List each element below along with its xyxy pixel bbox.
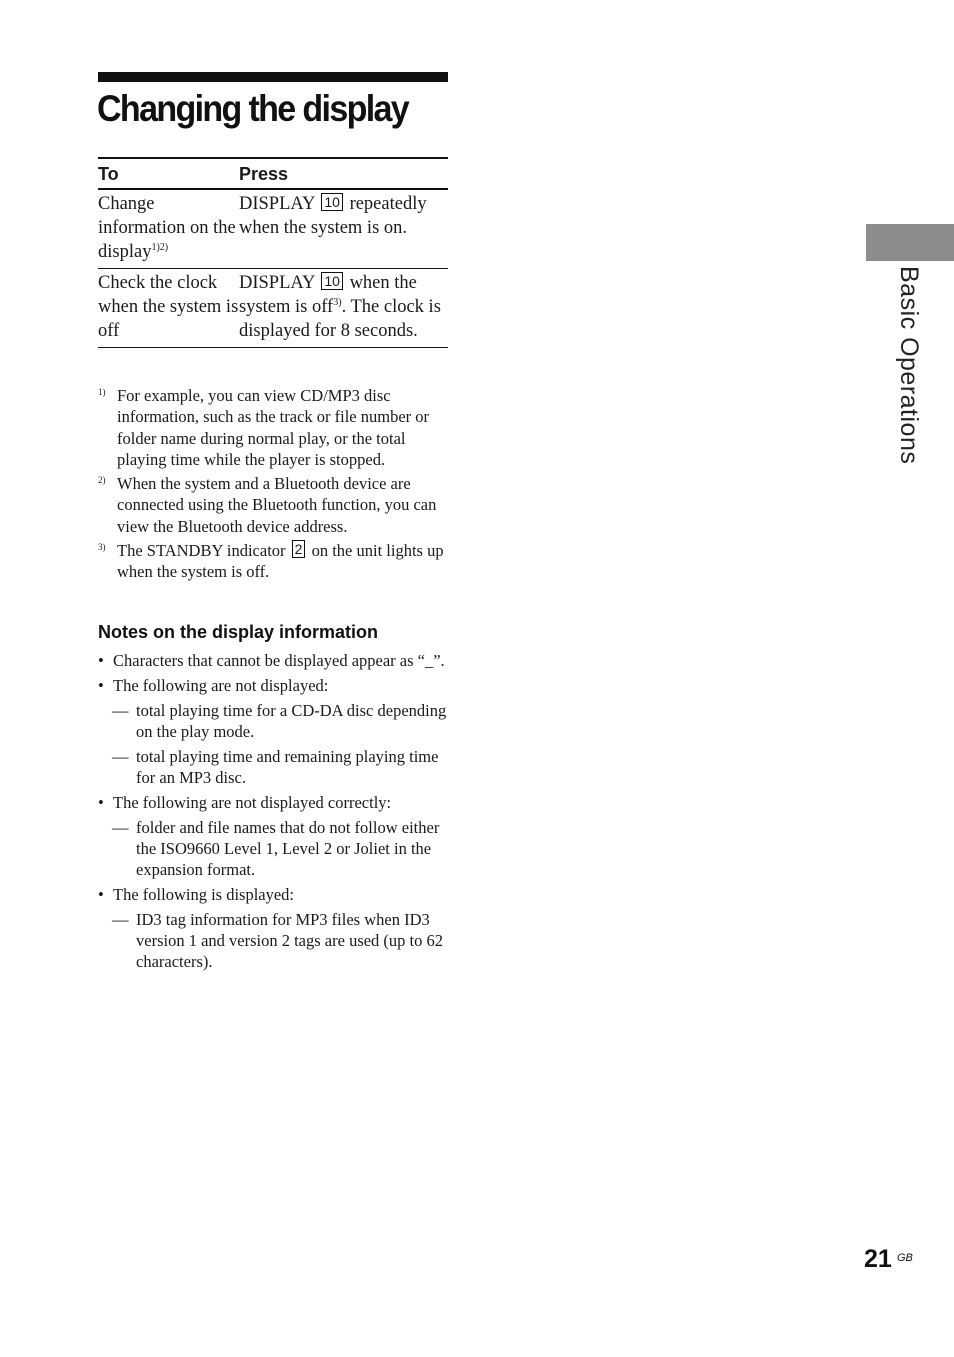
column-header-to: To: [98, 158, 239, 189]
display-button-number: 10: [321, 193, 343, 211]
sub-list-item-text: total playing time and remaining playing time for an MP3 disc.: [136, 747, 439, 787]
footnote-mark: 3): [98, 542, 106, 553]
footnote-text: When the system and a Bluetooth device are connected using the Bluetooth function, you can view the Bluetooth device address.: [117, 474, 437, 536]
footnote-mark: 2): [98, 475, 106, 486]
dash-icon: —: [112, 910, 129, 929]
display-button-number: 10: [321, 272, 343, 290]
list-item: [98, 884, 448, 905]
title-rule: [98, 72, 448, 82]
list-item-text: Characters that cannot be displayed appear as “_”.: [113, 651, 445, 670]
sub-list-item-text: folder and file names that do not follow either the ISO9660 Level 1, Level 2 or Joliet in the expansion format.: [136, 818, 440, 879]
list-item-text: The following are not displayed:: [113, 676, 329, 695]
footnote: [98, 540, 450, 583]
cell-text: DISPLAY: [239, 194, 315, 214]
operations-table: [98, 157, 448, 348]
cell-text: repeatedly when the system is on.: [239, 194, 427, 238]
notes-list: [98, 650, 448, 976]
footnote-text: The STANDBY indicator: [117, 541, 286, 561]
table-row: [98, 269, 448, 348]
footnote-mark: 1): [98, 387, 106, 397]
table-row: [98, 189, 448, 269]
bullet-icon: •: [98, 885, 104, 904]
bullet-icon: •: [98, 793, 104, 812]
notes-heading: Notes on the display information: [98, 622, 379, 642]
sub-list-item-text: total playing time for a CD-DA disc depending on the play mode.: [136, 701, 447, 741]
table-cell-press: [239, 189, 448, 269]
footnote-ref: 3): [333, 296, 342, 308]
cell-text: when the system is off: [239, 273, 417, 317]
footnote-ref: 1)2): [151, 241, 169, 253]
list-item: [98, 675, 448, 696]
list-item: [98, 650, 448, 671]
sub-list-item: [98, 817, 448, 880]
page-number-suffix: GB: [897, 1252, 913, 1264]
dash-icon: —: [112, 701, 129, 720]
dash-icon: —: [112, 747, 129, 766]
cell-text: . The clock is displayed for 8 seconds.: [239, 297, 441, 341]
cell-text: Check the clock when the system is off: [98, 273, 239, 341]
column-header-press: Press: [239, 158, 448, 189]
standby-indicator-number: 2: [292, 540, 306, 558]
dash-icon: —: [112, 818, 129, 837]
table-cell-press: [239, 269, 448, 348]
footnote-text: For example, you can view CD/MP3 disc information, such as the track or file number or folder name during normal play, or the total playing time while the player is stopped.: [117, 386, 430, 469]
footnote: [98, 473, 450, 537]
cell-text: Change information on the display: [98, 194, 236, 262]
bullet-icon: •: [98, 651, 104, 670]
page-number: 21: [864, 1245, 892, 1273]
table-header-row: [98, 158, 448, 189]
sub-list-item-text: ID3 tag information for MP3 files when ID3 version 1 and version 2 tags are used (up to 62 characters).: [136, 910, 444, 971]
section-tab: [866, 224, 954, 261]
table-cell-to: [98, 189, 239, 269]
bullet-icon: •: [98, 676, 104, 695]
list-item: [98, 792, 448, 813]
footnote-text: on the unit lights up when the system is off.: [117, 541, 444, 582]
sub-list-item: [98, 700, 448, 742]
footnote: [98, 385, 450, 470]
page-title: Changing the display: [97, 88, 409, 129]
sub-list-item: [98, 746, 448, 788]
list-item-text: The following is displayed:: [113, 885, 295, 904]
list-item-text: The following are not displayed correctly:: [113, 793, 392, 812]
cell-text: DISPLAY: [239, 273, 315, 293]
table-cell-to: [98, 269, 239, 348]
footnotes: [98, 385, 450, 586]
sub-list-item: [98, 909, 448, 972]
section-label: Basic Operations: [895, 266, 923, 465]
